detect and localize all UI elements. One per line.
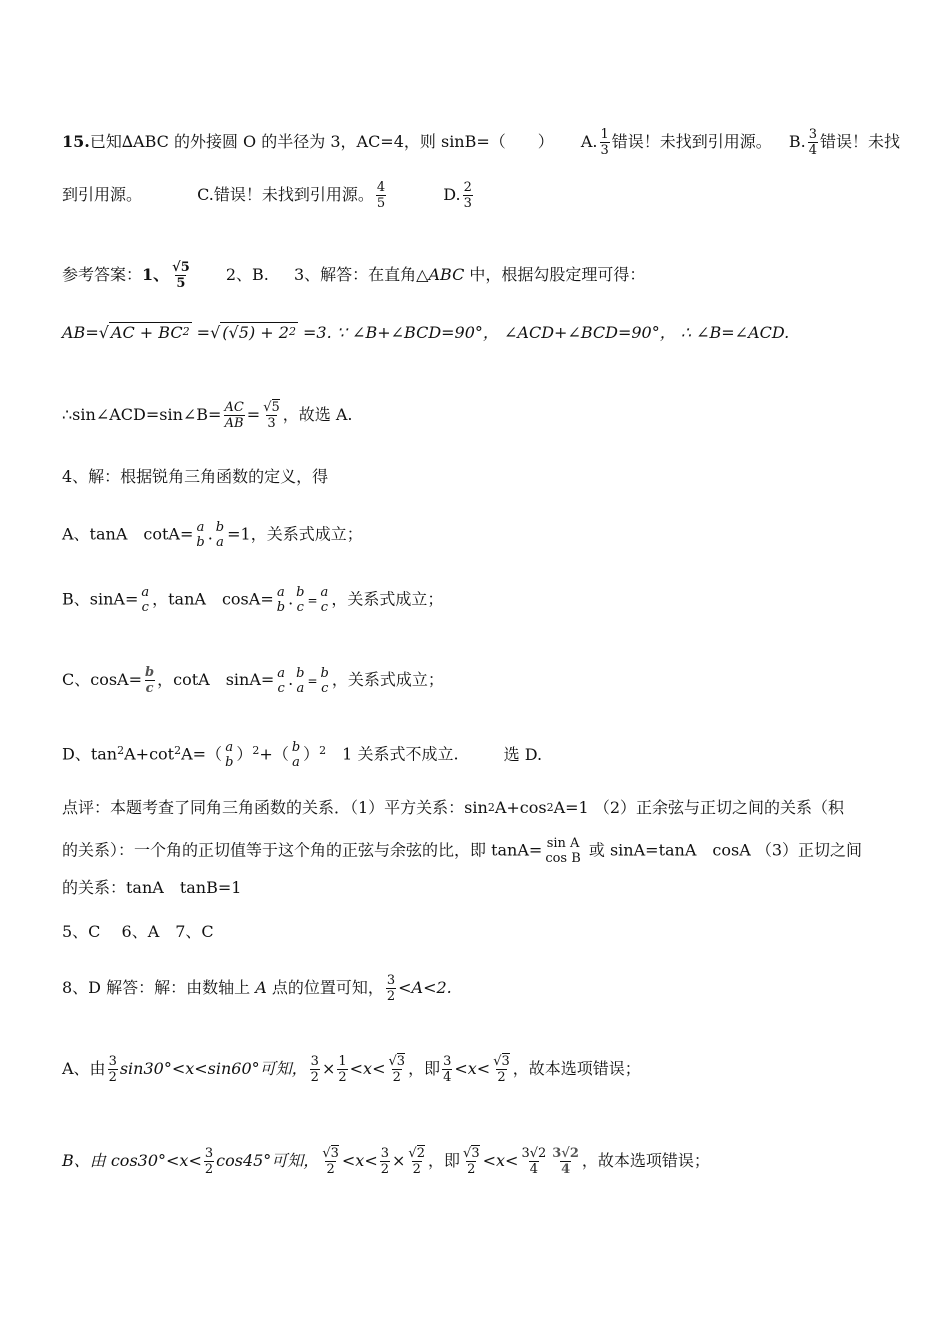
a4-D: D、$\tan^2A+\cot^2A=$（ a b ）$^2$+（ b a ）$^2$ 1 关系式不成立. 选 D. [62, 740, 543, 770]
answer-3-abc: ABC [428, 265, 465, 284]
a8A-f2: $\frac{3}{2}$ [310, 1054, 319, 1085]
sin-eq: = [246, 405, 261, 424]
a4D-frac2: b a [291, 740, 301, 770]
q15-optA-frac: $\frac{1}{3}$ [600, 127, 609, 158]
a8-line: 8、D 解答：解：由数轴上 A 点的位置可知， $\frac{3}{2}$ <A<2. [62, 973, 452, 1004]
a8B-f5: $\frac{√3}{2}$ [463, 1146, 480, 1177]
q15-number: 15. [62, 132, 90, 151]
ab-lhs: AB= [62, 323, 99, 342]
a8A-f1: $\frac{3}{2}$ [108, 1054, 117, 1085]
a8-B-line: B、由 cos30°<x< $\frac{3}{2}$ cos45°可知， $\frac{√3}{2}$ <x< $\frac{3}{2}$ × $\frac{√2}{2}$ ，即 $\frac{√3}{2}$ <x< $\frac{3√2}{4}$ $\frac{3√2}{4}$ ，故本选项错误； [62, 1146, 710, 1177]
a4B-frac2: a b [276, 585, 286, 615]
answer-2: 2、B. [225, 265, 269, 284]
a4-C: C、cosA= $\frac{b}{c}$ ，cotA sinA= a c . b a = b c ，关系式成立； [62, 665, 444, 696]
a8-A-line: A、由 $\frac{3}{2}$ sin30°<x<sin60°可知， $\frac{3}{2}$ × $\frac{1}{2}$ <x< $\frac{√3}{2}$ ，即 $\frac{3}{4}$ <x< $\frac{√3}{2}$ ，故本选项错误； [62, 1054, 641, 1085]
a4C-frac2: a c [277, 665, 286, 696]
comment-line2: 的关系）：一个角的正切值等于这个角的正弦与余弦的比，即 tanA= sin A cos B 或 sinA=tanA cosA （3）正切之间 [62, 836, 863, 866]
answer-1-frac: $\frac{√5}{5}$ [172, 260, 190, 291]
comment-frac: sin A cos B [545, 836, 581, 866]
a8A-f5: $\frac{3}{4}$ [443, 1054, 452, 1085]
q15-optD-frac: $\frac{2}{3}$ [463, 180, 472, 211]
a4B-frac3: b c [296, 585, 305, 615]
q15-optC-text: C.错误！未找到引用源。 [197, 185, 374, 204]
answer-3-rest: 中，根据勾股定理可得： [464, 265, 646, 284]
a8A-f4: $\frac{√3}{2}$ [388, 1054, 406, 1085]
a8B-f1: $\frac{3}{2}$ [204, 1146, 214, 1177]
a4C-frac4: b c [320, 665, 329, 696]
answer-3: 3、解答：在直角△ [293, 265, 429, 284]
answers-header: 参考答案： [62, 265, 143, 284]
sqrt-1: √ AC + $BC^2$ [98, 323, 190, 342]
a4-choose: 选 D. [503, 744, 543, 764]
sin-frac-2: $\frac{√5}{3}$ [263, 400, 280, 431]
q15-optB-frac: $\frac{3}{4}$ [808, 127, 818, 158]
answers-567: 5、C 6、A 7、C [62, 922, 214, 941]
sin-lhs: ∴sin∠ACD=sin∠B= [62, 405, 222, 424]
a4B-frac4: a c [320, 585, 329, 615]
q15-line1 [62, 127, 900, 158]
sqrt-2: √ $(√5) + 2^2$ [210, 323, 296, 342]
answers-line1 [62, 260, 645, 291]
a8A-f6: $\frac{√3}{2}$ [493, 1054, 510, 1085]
sin-frac-1: $\frac{AC}{AB}$ [224, 400, 244, 431]
sin-rest: ，故选 A. [282, 405, 353, 424]
q15-line2-start: 到引用源。 [62, 185, 143, 204]
ab-eq: = [191, 323, 211, 342]
a4A-frac2: b a [215, 520, 225, 550]
a4B-frac1: a c [141, 585, 150, 615]
answer-1-label: 1、 [142, 265, 170, 284]
a4-intro: 4、解：根据锐角三角函数的定义，得 [62, 467, 329, 486]
a4-B: B、sinA= a c ，tanA cosA= a b . b c = a c ，关系式成立； [62, 585, 444, 615]
a8B-f4: $\frac{√2}{2}$ [408, 1146, 425, 1177]
q15-stem: 已知∆ABC 的外接圆 O 的半径为 3，AC=4，则 sinB=（ ） [89, 132, 554, 151]
a4C-frac1: $\frac{b}{c}$ [145, 665, 155, 696]
q15-optD-label: D. [443, 185, 461, 204]
a8B-f3: $\frac{3}{2}$ [380, 1146, 390, 1177]
ab-rest: =3. ∵ ∠B+∠BCD=90°， ∠ACD+∠BCD=90°， ∴ ∠B=∠ACD. [297, 323, 790, 342]
comment-line1: 点评：本题考查了同角三角函数的关系．（1）平方关系：$\sin^2A+\cos^2A=1$ （2）正余弦与正切之间的关系（积 [62, 798, 845, 817]
comment-line3: 的关系：tanA tanB=1 [62, 878, 242, 897]
ab-line [62, 321, 789, 344]
a4C-frac3: b a [296, 665, 305, 696]
q15-optC-frac: $\frac{4}{5}$ [376, 180, 386, 211]
q15-line2 [62, 180, 475, 211]
a4-A: A、tanA cotA= a b . b a =1，关系式成立； [62, 520, 363, 550]
a8B-f7: $\frac{3√2}{4}$ [552, 1146, 579, 1177]
a8A-f3: $\frac{1}{2}$ [338, 1054, 347, 1085]
sin-line [62, 400, 353, 431]
q15-optA-err: 错误！未找到引用源。 [611, 132, 772, 151]
a8B-f6: $\frac{3√2}{4}$ [521, 1146, 547, 1177]
a8-frac: $\frac{3}{2}$ [386, 973, 396, 1004]
a4D-frac1: a b [225, 740, 234, 770]
q15-optA-label: A. [580, 132, 598, 151]
q15-optB-err: 错误！未找 [820, 132, 901, 151]
a8B-f2: $\frac{√3}{2}$ [322, 1146, 339, 1177]
q15-optB-label: B. [788, 132, 806, 151]
a4A-frac1: a b [196, 520, 205, 550]
